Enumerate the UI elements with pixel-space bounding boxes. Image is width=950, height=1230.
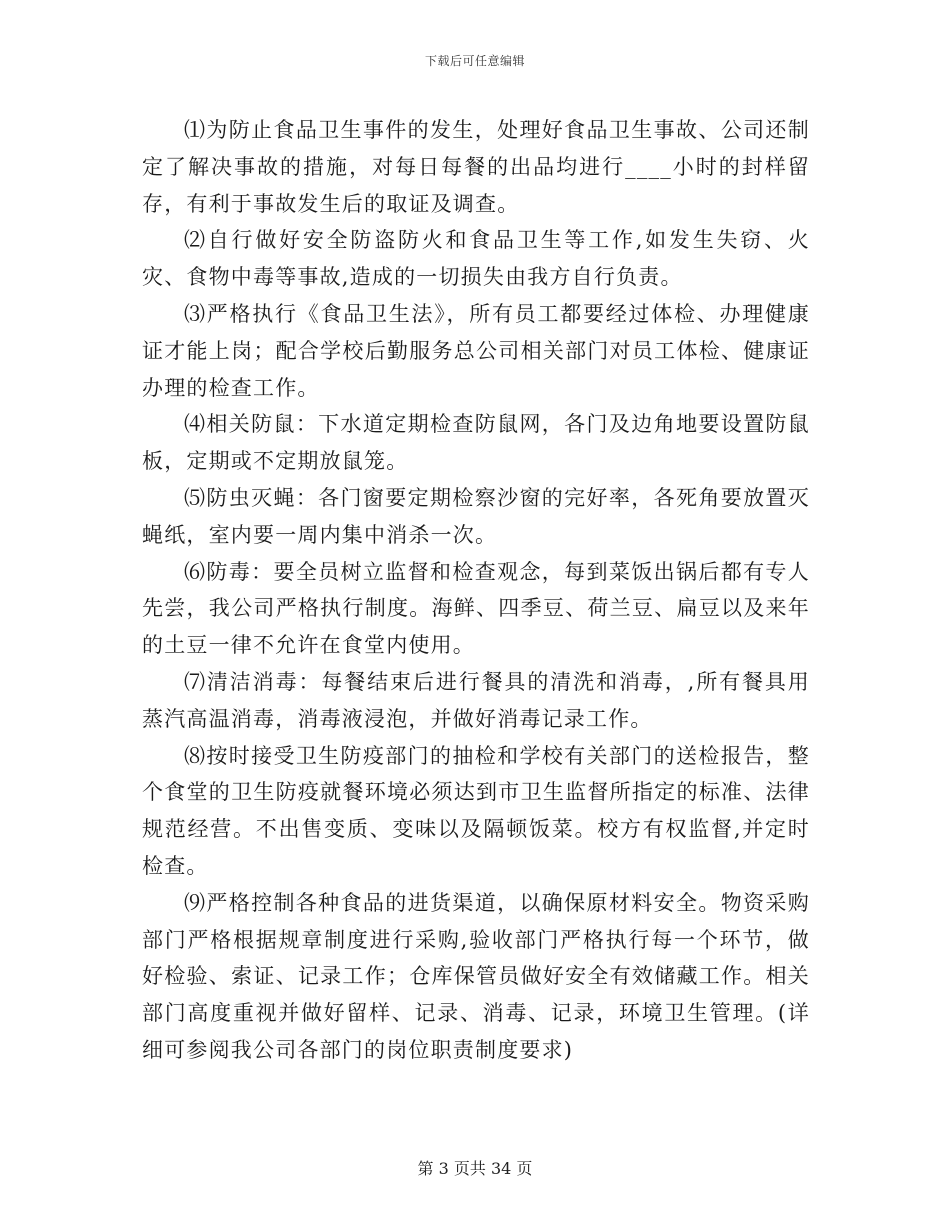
paragraph-2: ⑵自行做好安全防盗防火和食品卫生等工作,如发生失窃、火灾、食物中毒等事故,造成的一切损失由我方自行负责。 xyxy=(142,228,810,290)
paragraph-1: ⑴为防止食品卫生事件的发生，处理好食品卫生事故、公司还制定了解决事故的措施，对每日每餐的出品均进行____小时的封样留存，有利于事故发生后的取证及调查。 xyxy=(142,118,810,216)
paragraph-8: ⑻按时接受卫生防疫部门的抽检和学校有关部门的送检报告，整个食堂的卫生防疫就餐环境必须达到市卫生监督所指定的标准、法律规范经营。不出售变质、变味以及隔顿饭菜。校方有权监督,并定时检查。 xyxy=(142,743,810,878)
paragraph-6: ⑹防毒：要全员树立监督和检查观念，每到菜饭出锅后都有专人先尝，我公司严格执行制度。海鲜、四季豆、荷兰豆、扁豆以及来年的土豆一律不允许在食堂内使用。 xyxy=(142,559,810,658)
paragraph-5: ⑸防虫灭蝇：各门窗要定期检察沙窗的完好率，各死角要放置灭蝇纸，室内要一周内集中消杀一次。 xyxy=(142,485,810,547)
paragraph-3: ⑶严格执行《食品卫生法》，所有员工都要经过体检、办理健康证才能上岗；配合学校后勤服务总公司相关部门对员工体检、健康证办理的检查工作。 xyxy=(142,301,810,400)
document-body xyxy=(142,112,810,1069)
paragraph-4: ⑷相关防鼠：下水道定期检查防鼠网，各门及边角地要设置防鼠板，定期或不定期放鼠笼。 xyxy=(142,412,810,474)
paragraph-9: ⑼严格控制各种食品的进货渠道，以确保原材料安全。物资采购部门严格根据规章制度进行采购,验收部门严格执行每一个环节，做好检验、索证、记录工作；仓库保管员做好安全有效储藏工作。相关部门高度重视并做好留样、记录、消毒、记录，环境卫生管理。(详细可参阅我公司各部门的岗位职责制度要求) xyxy=(142,890,810,1062)
paragraph-7: ⑺清洁消毒：每餐结束后进行餐具的清洗和消毒，,所有餐具用蒸汽高温消毒，消毒液浸泡，并做好消毒记录工作。 xyxy=(142,669,810,731)
page-footer: 第 3 页共 34 页 xyxy=(417,1159,533,1178)
page-header: 下载后可任意编辑 xyxy=(424,54,525,68)
